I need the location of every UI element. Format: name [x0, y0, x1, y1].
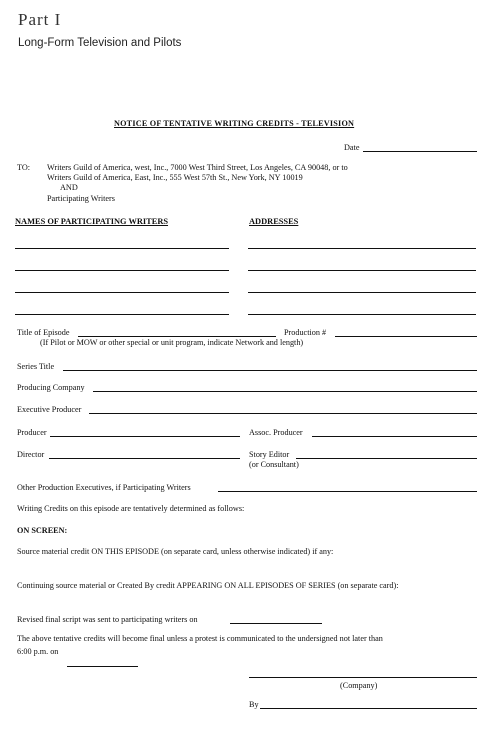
final-notice-time: 6:00 p.m. on: [17, 647, 59, 656]
protest-deadline-field[interactable]: [67, 666, 138, 667]
writer-name-field[interactable]: [15, 314, 229, 315]
source-material-text: Source material credit ON THIS EPISODE (on separate card, unless otherwise indicated) if any:: [17, 547, 334, 556]
by-label: By: [249, 700, 259, 709]
story-editor-label: Story Editor: [249, 450, 290, 459]
producing-company-label: Producing Company: [17, 383, 85, 392]
addresses-header: ADDRESSES: [249, 217, 299, 226]
writer-address-field[interactable]: [248, 270, 476, 271]
final-notice-text: The above tentative credits will become final unless a protest is communicated to the undersigned not later than: [17, 634, 383, 643]
other-execs-field[interactable]: [218, 491, 477, 492]
executive-producer-label: Executive Producer: [17, 405, 82, 414]
producing-company-field[interactable]: [93, 391, 477, 392]
company-label: (Company): [340, 681, 378, 690]
to-participating-writers: Participating Writers: [47, 194, 115, 203]
revised-script-date-field[interactable]: [230, 623, 322, 624]
writer-address-field[interactable]: [248, 248, 476, 249]
writer-name-field[interactable]: [15, 292, 229, 293]
pilot-note: (If Pilot or MOW or other special or unit program, indicate Network and length): [40, 338, 304, 347]
title-of-episode-label: Title of Episode: [17, 328, 70, 337]
other-execs-label: Other Production Executives, if Participating Writers: [17, 483, 191, 492]
producer-label: Producer: [17, 428, 47, 437]
to-address-east: Writers Guild of America, East, Inc., 555 West 57th St., New York, NY 10019: [47, 173, 303, 182]
names-header: NAMES OF PARTICIPATING WRITERS: [15, 217, 169, 226]
assoc-producer-label: Assoc. Producer: [249, 428, 303, 437]
production-number-field[interactable]: [335, 336, 477, 337]
form-title: NOTICE OF TENTATIVE WRITING CREDITS - TELEVISION: [114, 119, 355, 128]
producer-field[interactable]: [50, 436, 240, 437]
date-field[interactable]: [363, 151, 477, 152]
part-heading: Part I: [18, 10, 62, 29]
title-of-episode-field[interactable]: [78, 336, 276, 337]
story-editor-field[interactable]: [296, 458, 477, 459]
writing-credits-text: Writing Credits on this episode are tentatively determined as follows:: [17, 504, 245, 513]
to-address-west: Writers Guild of America, west, Inc., 7000 West Third Street, Los Angeles, CA 90048, or to: [47, 163, 348, 172]
section-subtitle: Long-Form Television and Pilots: [18, 37, 182, 49]
series-title-field[interactable]: [63, 370, 477, 371]
date-label: Date: [344, 143, 360, 152]
to-label: TO:: [17, 163, 31, 172]
executive-producer-field[interactable]: [89, 413, 477, 414]
signature-field[interactable]: [260, 708, 477, 709]
director-field[interactable]: [49, 458, 240, 459]
on-screen-heading: ON SCREEN:: [17, 526, 68, 535]
series-title-label: Series Title: [17, 362, 55, 371]
continuing-source-text: Continuing source material or Created By credit APPEARING ON ALL EPISODES OF SERIES (on separate card):: [17, 581, 399, 590]
director-label: Director: [17, 450, 45, 459]
assoc-producer-field[interactable]: [312, 436, 477, 437]
writer-address-field[interactable]: [248, 292, 476, 293]
revised-script-text: Revised final script was sent to participating writers on: [17, 615, 198, 624]
writer-address-field[interactable]: [248, 314, 476, 315]
or-consultant-label: (or Consultant): [249, 460, 299, 469]
to-and: AND: [60, 183, 78, 192]
writer-name-field[interactable]: [15, 248, 229, 249]
production-number-label: Production #: [284, 328, 327, 337]
writer-name-field[interactable]: [15, 270, 229, 271]
company-field[interactable]: [249, 677, 477, 678]
